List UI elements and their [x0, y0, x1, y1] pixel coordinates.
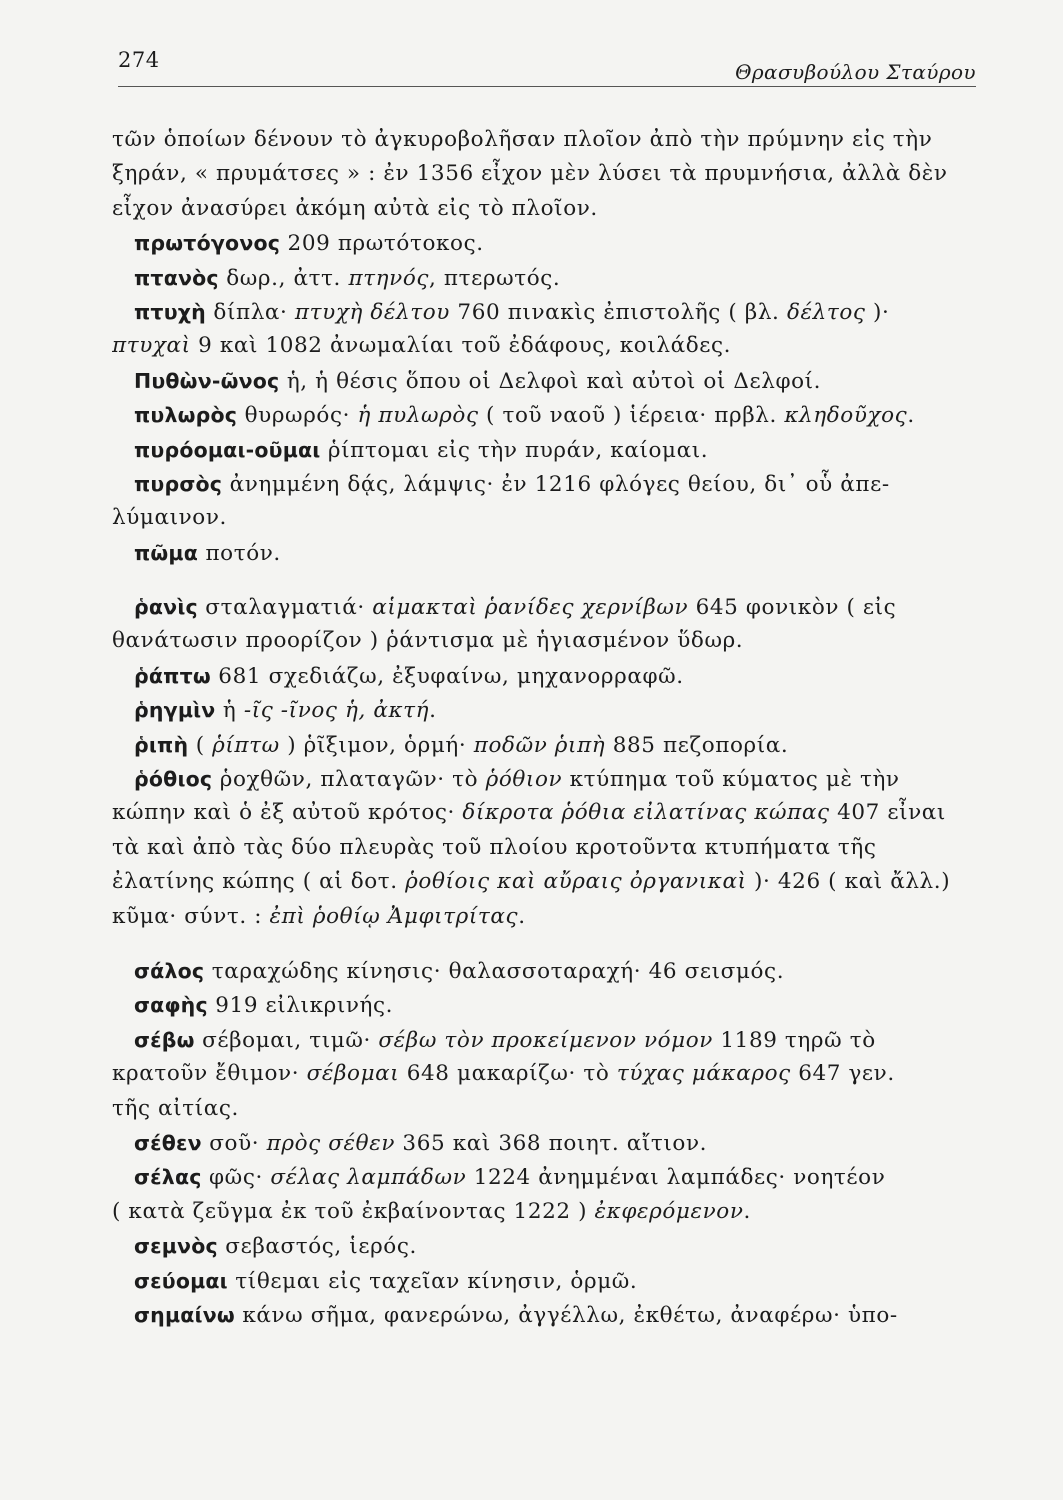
headword: πυρσὸς: [134, 471, 223, 496]
definition-text: ταραχώδης κίνησις· θαλασσοταραχή· 46 σεισμός.: [204, 958, 785, 984]
quotation: κληδοῦχος: [784, 403, 908, 429]
headword: ῥόθιος: [134, 767, 213, 792]
headword: πρωτόγονος: [134, 231, 281, 256]
text-line: [112, 900, 974, 934]
text-line: [112, 796, 974, 830]
headword: σημαίνω: [134, 1302, 235, 1327]
definition-text: σοῦ·: [201, 1130, 267, 1156]
definition-text: σταλαγματιά·: [197, 595, 373, 621]
glossary-entry-line: [112, 988, 974, 1022]
definition-text: )· 426 ( καὶ ἄλλ.): [746, 869, 951, 895]
glossary-entry-line: [112, 364, 974, 398]
glossary-entry-line: [112, 1229, 974, 1263]
definition-text: (: [188, 732, 213, 758]
definition-text: 885 πεζοπορία.: [605, 732, 789, 758]
quotation: σέβομαι: [306, 1061, 400, 1087]
definition-text: ποτόν.: [198, 540, 281, 566]
definition-text: ἀνημμένη δᾴς, λάμψις· ἐν 1216 φλόγες θείου, δι᾽ οὗ ἀπε-: [222, 471, 890, 497]
quotation: ἐκφερόμενον: [594, 1198, 744, 1224]
glossary-entry-line: [112, 398, 974, 432]
headword: πυρόομαι-οῦμαι: [134, 437, 321, 462]
quotation: αἱμακταὶ ῥανίδες χερνίβων: [372, 595, 689, 621]
headword: ῥηγμὶν: [134, 698, 216, 723]
definition-text: 1189 τηρῶ τὸ: [712, 1027, 876, 1053]
definition-text: 645 φονικὸν ( εἰς: [688, 595, 897, 621]
definition-text: θανάτωσιν προορίζον ) ῥάντισμα μὲ ἡγιασμένον ὕδωρ.: [112, 628, 744, 654]
definition-text: φῶς·: [201, 1165, 271, 1191]
definition-text: ) ῥῖξιμον, ὁρμή·: [279, 732, 474, 758]
quotation: ἐπὶ ῥοθίῳ Ἀμφιτρίτας: [269, 903, 519, 929]
quotation: ποδῶν ῥιπὴ: [473, 732, 606, 758]
glossary-entry-line: [112, 536, 974, 570]
definition-text: , πτερωτός.: [429, 265, 561, 291]
glossary-text: [112, 123, 974, 1332]
definition-text: .: [743, 1198, 751, 1224]
text-line: [112, 865, 974, 899]
glossary-entry-line: [112, 1023, 974, 1057]
headword: σαφὴς: [134, 993, 208, 1018]
quotation: ῥοθίοις καὶ αὔραις ὀργανικαὶ: [405, 869, 747, 895]
glossary-entry-line: [112, 954, 974, 988]
glossary-entry-line: [112, 659, 974, 693]
glossary-entry-line: [112, 1264, 974, 1298]
headword: σέλας: [134, 1165, 202, 1190]
definition-text: σέβομαι, τιμῶ·: [194, 1027, 379, 1053]
glossary-entry-line: [112, 295, 974, 329]
quotation: σέλας λαμπάδων: [270, 1165, 467, 1191]
quotation: δέλτος: [786, 299, 866, 325]
definition-text: 760 πινακὶς ἐπιστολῆς ( βλ.: [449, 299, 787, 325]
text-line: [112, 157, 974, 191]
definition-text: .: [518, 903, 526, 929]
definition-text: κρατοῦν ἔθιμον·: [112, 1061, 307, 1087]
glossary-entry-line: [112, 467, 974, 501]
definition-text: τῶν ὁποίων δένουν τὸ ἀγκυροβολῆσαν πλοῖον ἀπὸ τὴν πρύμνην εἰς τὴν: [112, 127, 933, 152]
definition-text: ῥοχθῶν, πλαταγῶν· τὸ: [212, 767, 486, 793]
text-line: [112, 831, 974, 865]
quotation: τύχας μάκαρος: [616, 1061, 791, 1087]
definition-text: τίθεμαι εἰς ταχεῖαν κίνησιν, ὁρμῶ.: [227, 1268, 638, 1294]
headword: Πυθὼν-ῶνος: [134, 368, 280, 393]
headword: πτανὸς: [134, 265, 219, 290]
glossary-entry-line: [112, 226, 974, 260]
definition-text: ἡ: [215, 698, 244, 724]
definition-text: 648 μακαρίζω· τὸ: [399, 1061, 617, 1087]
headword: σεύομαι: [134, 1268, 228, 1293]
definition-text: )·: [865, 299, 890, 325]
definition-text: κώπην καὶ ὁ ἐξ αὐτοῦ κρότος·: [112, 800, 463, 826]
definition-text: κῦμα· σύντ. :: [112, 903, 270, 929]
definition-text: τὰ καὶ ἀπὸ τὰς δύο πλευρὰς τοῦ πλοίου κροτοῦντα κτυπήματα τῆς: [112, 834, 877, 860]
headword: σέβω: [134, 1027, 195, 1052]
definition-text: σεβαστός, ἱερός.: [217, 1234, 417, 1260]
headword: σεμνὸς: [134, 1234, 218, 1259]
definition-text: τῆς αἰτίας.: [112, 1095, 239, 1121]
definition-text: εἶχον ἀνασύρει ἀκόμη αὐτὰ εἰς τὸ πλοῖον.: [112, 195, 598, 221]
glossary-entry-line: [112, 1126, 974, 1160]
quotation: ῥίπτω: [212, 732, 280, 758]
glossary-entry-line: [112, 728, 974, 762]
text-line: [112, 624, 974, 658]
glossary-entry-line: [112, 261, 974, 295]
headword: ῥάπτω: [134, 663, 211, 688]
text-line: [112, 1057, 974, 1091]
definition-text: ἡ, ἡ θέσις ὅπου οἱ Δελφοὶ καὶ αὐτοὶ οἱ Δελφοί.: [279, 368, 822, 394]
definition-text: 209 πρωτότοκος.: [280, 231, 484, 257]
text-line: [112, 123, 974, 157]
definition-text: 1224 ἀνημμέναι λαμπάδες· νοητέον: [466, 1165, 886, 1191]
glossary-entry-line: [112, 433, 974, 467]
running-head: Θρασυβούλου Σταύρου: [735, 60, 976, 84]
definition-text: δωρ., ἀττ.: [218, 265, 349, 291]
definition-text: 9 καὶ 1082 ἀνωμαλίαι τοῦ ἐδάφους, κοιλάδες.: [190, 333, 732, 359]
quotation: πρὸς σέθεν: [266, 1130, 395, 1156]
quotation: -ῖς -ῖνος ἡ, ἀκτή: [243, 698, 430, 724]
headword: σάλος: [134, 958, 205, 983]
definition-text: κάνω σῆμα, φανερώνω, ἀγγέλλω, ἐκθέτω, ἀναφέρω· ὑπο-: [234, 1302, 898, 1328]
text-line: [112, 192, 974, 226]
quotation: δίκροτα ῥόθια εἰλατίνας κώπας: [462, 800, 830, 826]
definition-text: λύμαινον.: [112, 505, 227, 531]
definition-text: .: [429, 698, 437, 724]
definition-text: θυρωρός·: [237, 403, 358, 429]
definition-text: δίπλα·: [205, 299, 295, 325]
glossary-entry-line: [112, 590, 974, 624]
text-line: [112, 1092, 974, 1126]
text-line: [112, 329, 974, 363]
headword: πυλωρὸς: [134, 403, 238, 428]
text-line: [112, 501, 974, 535]
quotation: πτυχὴ δέλτου: [294, 299, 450, 325]
headword: ῥανὶς: [134, 595, 198, 620]
definition-text: ( κατὰ ζεῦγμα ἐκ τοῦ ἐκβαίνοντας 1222 ): [112, 1198, 595, 1224]
glossary-entry-line: [112, 1160, 974, 1194]
quotation: σέβω τὸν προκείμενον νόμον: [378, 1027, 713, 1053]
quotation: πτηνός: [348, 265, 429, 291]
definition-text: 919 εἰλικρινής.: [207, 993, 394, 1019]
page-header: [118, 46, 976, 87]
quotation: ῥόθιον: [485, 767, 563, 793]
headword: πτυχὴ: [134, 299, 206, 324]
definition-text: ( τοῦ ναοῦ ) ἱέρεια· πρβλ.: [478, 403, 785, 429]
glossary-entry-line: [112, 693, 974, 727]
definition-text: ἐλατίνης κώπης ( αἱ δοτ.: [112, 869, 406, 895]
glossary-entry-line: [112, 1298, 974, 1332]
definition-text: .: [907, 403, 915, 429]
definition-text: ῥίπτομαι εἰς τὴν πυράν, καίομαι.: [320, 437, 709, 463]
definition-text: 647 γεν.: [790, 1061, 895, 1087]
definition-text: 407 εἶναι: [829, 800, 946, 826]
headword: σέθεν: [134, 1130, 202, 1155]
headword: ῥιπὴ: [134, 732, 189, 757]
quotation: πτυχαὶ: [112, 333, 191, 359]
text-line: [112, 1195, 974, 1229]
definition-text: 365 καὶ 368 ποιητ. αἴτιον.: [395, 1130, 708, 1156]
page-number: 274: [118, 48, 160, 72]
definition-text: ξηράν, « πρυμάτσες » : ἐν 1356 εἶχον μὲν λύσει τὰ πρυμνήσια, ἀλλὰ δὲν: [112, 161, 948, 187]
definition-text: 681 σχεδιάζω, ἐξυφαίνω, μηχανορραφῶ.: [210, 663, 684, 689]
glossary-entry-line: [112, 762, 974, 796]
quotation: ἡ πυλωρὸς: [357, 403, 479, 429]
definition-text: κτύπημα τοῦ κύματος μὲ τὴν: [562, 767, 900, 793]
headword: πῶμα: [134, 540, 199, 565]
